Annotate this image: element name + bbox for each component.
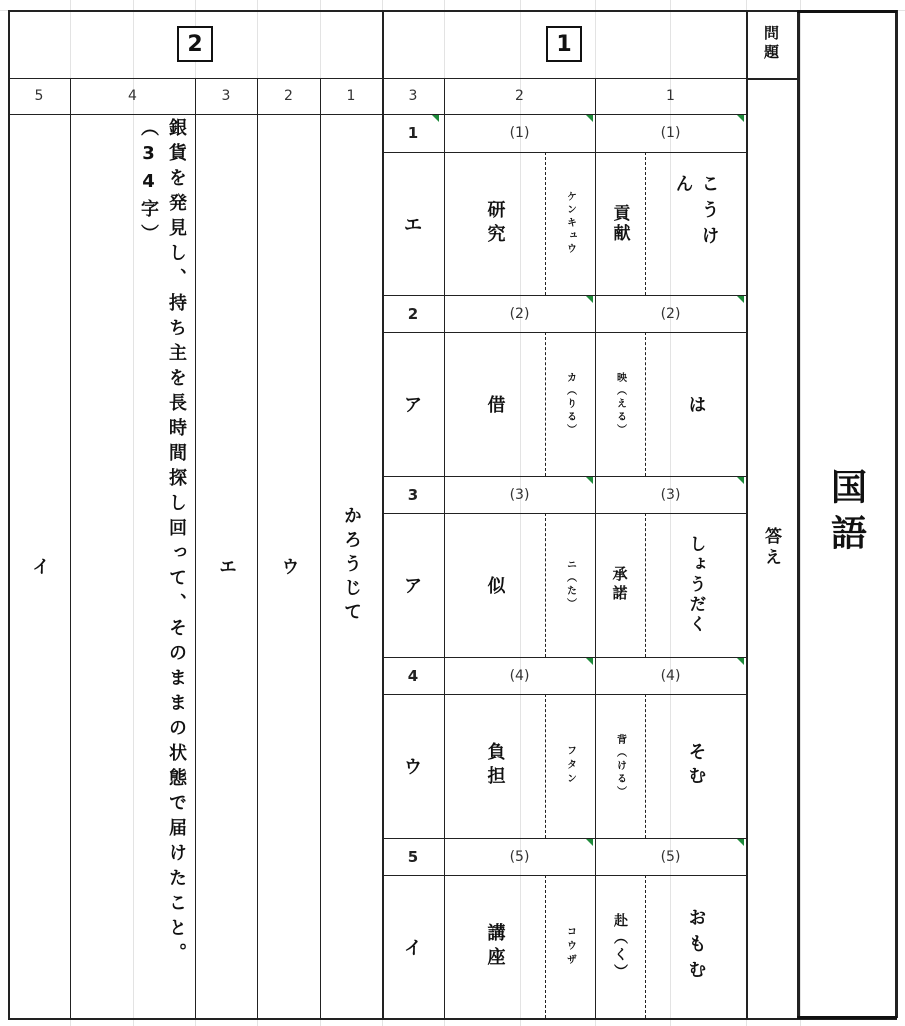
subject-title: 国語: [825, 468, 867, 560]
s1-q1-read-2: は: [685, 395, 707, 413]
s1-q2-kanji-3: 似: [484, 576, 506, 594]
s1-q3-answer-1: エ: [404, 214, 422, 236]
s1-q1-label-1: (1): [660, 125, 681, 141]
s1-q3-num-2: 2: [407, 304, 419, 323]
s1-q1-label-3: (3): [660, 486, 681, 503]
s2-col-num-4: 4: [128, 88, 137, 104]
s1-q2-kana-1: ケンキュウ: [564, 191, 576, 256]
s2-answer-5: イ: [29, 557, 50, 575]
s2-answer-2: ウ: [278, 557, 300, 575]
s1-q3-num-4: 4: [407, 666, 419, 685]
s1-q2-kanji-2: 借: [484, 395, 506, 413]
section-2-box: 2: [177, 26, 213, 62]
s2-answer-1: かろうじて: [341, 506, 362, 626]
question-header: 問題: [762, 25, 780, 63]
s1-q1-read-3: しょうだく: [685, 535, 706, 635]
s1-q1-label-2: (2): [660, 305, 681, 322]
s1-q1-read-4: そむ: [685, 742, 707, 790]
section-1-box: 1: [546, 26, 582, 62]
s1-q2-kanji-4: 負担: [484, 742, 506, 790]
s1-col-num-2: 2: [515, 88, 524, 104]
s1-q1-kanji-5: 赴（く）: [612, 912, 628, 981]
s2-col-num-2: 2: [284, 88, 293, 104]
s1-q1-read-1: こうけん: [672, 173, 720, 252]
s2-col-num-5: 5: [34, 88, 44, 104]
s1-col-num-1: 1: [666, 88, 675, 104]
s2-col-num-3: 3: [221, 88, 231, 104]
s1-q3-num-3: 3: [407, 485, 419, 504]
s1-q1-read-5: おもむ: [685, 907, 707, 986]
s1-q2-label-1: (1): [509, 125, 530, 141]
s1-q1-label-5: (5): [660, 848, 681, 865]
s1-q2-label-2: (2): [509, 305, 530, 322]
s1-q2-kanji-1: 研究: [484, 199, 506, 248]
s1-q3-answer-4: ウ: [404, 757, 422, 778]
s1-q3-answer-2: ア: [404, 395, 422, 416]
s1-q2-label-5: (5): [509, 848, 530, 865]
s1-q1-kanji-2: 映（える）: [614, 371, 626, 437]
s1-q2-label-3: (3): [509, 486, 530, 503]
s1-q3-answer-5: イ: [404, 937, 422, 959]
s1-q3-answer-3: ア: [404, 576, 422, 597]
s1-col-num-3: 3: [408, 88, 418, 104]
s1-q2-kana-3: ニ（た）: [564, 559, 576, 611]
s1-q1-kanji-4: 背（ける）: [614, 733, 626, 799]
s1-q2-kana-2: カ（りる）: [564, 371, 576, 437]
s1-q1-kanji-3: 承諾: [610, 566, 629, 604]
section-1-header: [382, 10, 746, 78]
s2-answer-3: エ: [216, 557, 237, 575]
s1-q3-num-1: 1: [407, 124, 419, 142]
s2-answer-4: 銀貨を発見し、持ち主を長時間探し回って、そのままの状態で届けたこと。（34字）: [138, 118, 187, 968]
s1-q2-kana-5: コウザ: [564, 925, 576, 968]
s1-q2-label-4: (4): [509, 667, 530, 684]
s1-q2-kana-4: フタン: [564, 745, 576, 787]
answer-label: 答え: [761, 527, 781, 569]
s2-col-num-1: 1: [346, 88, 356, 104]
s1-q3-num-5: 5: [407, 847, 419, 866]
s1-q1-read-cell-3: [645, 513, 746, 657]
section-2-header: [8, 10, 382, 78]
s1-q1-read-cell-1: [645, 152, 746, 295]
s1-q1-label-4: (4): [660, 667, 681, 684]
s1-q1-kanji-1: 貢献: [609, 203, 630, 244]
s1-q2-kanji-5: 講座: [484, 922, 506, 971]
